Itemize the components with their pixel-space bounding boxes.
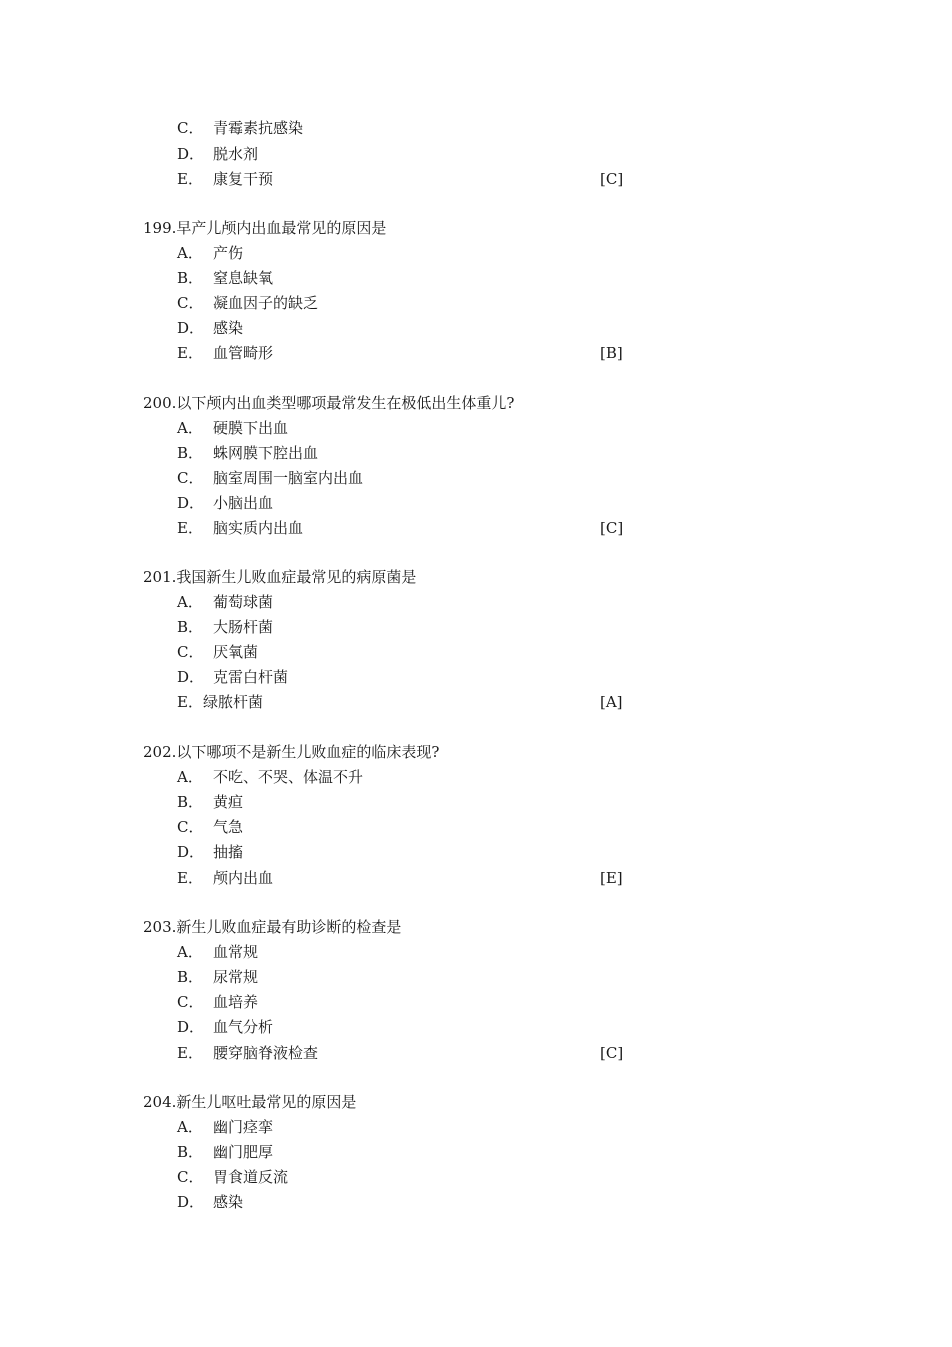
option-row xyxy=(0,417,952,439)
option-text: 窒息缺氧 xyxy=(213,269,274,287)
option-text: 幽门痉挛 xyxy=(213,1118,274,1136)
option-row xyxy=(0,641,952,663)
option-row xyxy=(0,342,952,364)
option-letter: D． xyxy=(177,843,205,861)
option-letter: D． xyxy=(177,1193,205,1211)
option-row xyxy=(0,841,952,863)
option-letter: C． xyxy=(177,1168,204,1186)
option-row xyxy=(0,1141,952,1163)
option-letter: C． xyxy=(177,119,204,137)
option-row xyxy=(0,791,952,813)
option-row xyxy=(0,1191,952,1213)
option-row xyxy=(0,117,952,139)
option-row xyxy=(0,966,952,988)
option-letter: E． xyxy=(177,1044,203,1062)
option-letter: B． xyxy=(177,444,204,462)
option-row xyxy=(0,1042,952,1064)
option-letter: D． xyxy=(177,319,205,337)
option-letter: C． xyxy=(177,818,204,836)
option-row xyxy=(0,242,952,264)
option-row xyxy=(0,591,952,613)
question-stem: 200.以下颅内出血类型哪项最常发生在极低出生体重儿? xyxy=(143,394,515,412)
option-text: 硬膜下出血 xyxy=(213,419,289,437)
option-row xyxy=(0,867,952,889)
option-text: 胃食道反流 xyxy=(213,1168,289,1186)
option-letter: D． xyxy=(177,145,205,163)
option-text: 幽门肥厚 xyxy=(213,1143,274,1161)
option-letter: C． xyxy=(177,469,204,487)
option-row xyxy=(0,991,952,1013)
option-text: 脑室周围一脑室内出血 xyxy=(213,469,364,487)
option-letter: E． xyxy=(177,344,203,362)
option-row xyxy=(0,816,952,838)
option-letter: A． xyxy=(177,244,203,262)
option-letter: A． xyxy=(177,943,203,961)
answer-key: [E] xyxy=(600,869,623,887)
question-stem: 202.以下哪项不是新生儿败血症的临床表现? xyxy=(143,743,440,761)
option-text: 克雷白杆菌 xyxy=(213,668,289,686)
option-row xyxy=(0,292,952,314)
option-text: 青霉素抗感染 xyxy=(213,119,304,137)
option-text: 尿常规 xyxy=(213,968,259,986)
question-stem: 201.我国新生儿败血症最常见的病原菌是 xyxy=(143,568,417,586)
option-row xyxy=(0,1166,952,1188)
option-letter: B． xyxy=(177,1143,204,1161)
option-letter: C． xyxy=(177,294,204,312)
option-letter: A． xyxy=(177,1118,203,1136)
option-text: 感染 xyxy=(213,1193,244,1211)
option-text: 大肠杆菌 xyxy=(213,618,274,636)
option-row xyxy=(0,941,952,963)
option-text: 不吃、不哭、体温不升 xyxy=(213,768,364,786)
option-row xyxy=(0,1016,952,1038)
option-text: 感染 xyxy=(213,319,244,337)
option-row xyxy=(0,267,952,289)
option-text: 蛛网膜下腔出血 xyxy=(213,444,319,462)
option-text: 黄疸 xyxy=(213,793,244,811)
option-text: 脱水剂 xyxy=(213,145,259,163)
question-stem: 203.新生儿败血症最有助诊断的检查是 xyxy=(143,918,402,936)
option-text: 气急 xyxy=(213,818,244,836)
option-text: 脑实质内出血 xyxy=(213,519,304,537)
option-letter: B． xyxy=(177,793,204,811)
option-text: 血管畸形 xyxy=(213,344,274,362)
option-letter: D． xyxy=(177,1018,205,1036)
option-text: E．绿脓杆菌 xyxy=(177,693,263,711)
option-letter: C． xyxy=(177,643,204,661)
answer-key: [C] xyxy=(600,1044,624,1062)
option-row xyxy=(0,317,952,339)
option-letter: D． xyxy=(177,494,205,512)
option-text: 血培养 xyxy=(213,993,259,1011)
option-row xyxy=(0,1116,952,1138)
option-row xyxy=(0,616,952,638)
option-row xyxy=(0,467,952,489)
option-letter: A． xyxy=(177,593,203,611)
answer-key: [C] xyxy=(600,170,624,188)
option-row xyxy=(0,168,952,190)
question-stem: 199.早产儿颅内出血最常见的原因是 xyxy=(143,219,387,237)
option-letter: B． xyxy=(177,618,204,636)
option-row xyxy=(0,442,952,464)
option-text: 厌氧菌 xyxy=(213,643,259,661)
option-row xyxy=(0,766,952,788)
option-letter: E． xyxy=(177,869,203,887)
option-letter: A． xyxy=(177,768,203,786)
option-text: 凝血因子的缺乏 xyxy=(213,294,319,312)
option-text: 颅内出血 xyxy=(213,869,274,887)
option-text: 小脑出血 xyxy=(213,494,274,512)
option-letter: E． xyxy=(177,170,203,188)
question-stem: 204.新生儿呕吐最常见的原因是 xyxy=(143,1093,357,1111)
option-text: 腰穿脑脊液检查 xyxy=(213,1044,319,1062)
answer-key: [C] xyxy=(600,519,624,537)
answer-key: [A] xyxy=(600,693,623,711)
option-row xyxy=(0,517,952,539)
option-text: 康复干预 xyxy=(213,170,274,188)
option-letter: C． xyxy=(177,993,204,1011)
option-letter: B． xyxy=(177,269,204,287)
option-text: 血常规 xyxy=(213,943,259,961)
option-row xyxy=(0,666,952,688)
option-letter: B． xyxy=(177,968,204,986)
option-text: 血气分析 xyxy=(213,1018,274,1036)
option-letter: D． xyxy=(177,668,205,686)
option-text: 葡萄球菌 xyxy=(213,593,274,611)
answer-key: [B] xyxy=(600,344,623,362)
option-letter: A． xyxy=(177,419,203,437)
option-row xyxy=(0,492,952,514)
option-text: 抽搐 xyxy=(213,843,244,861)
option-letter: E． xyxy=(177,519,203,537)
option-row xyxy=(0,143,952,165)
option-text: 产伤 xyxy=(213,244,244,262)
option-row xyxy=(0,691,952,713)
